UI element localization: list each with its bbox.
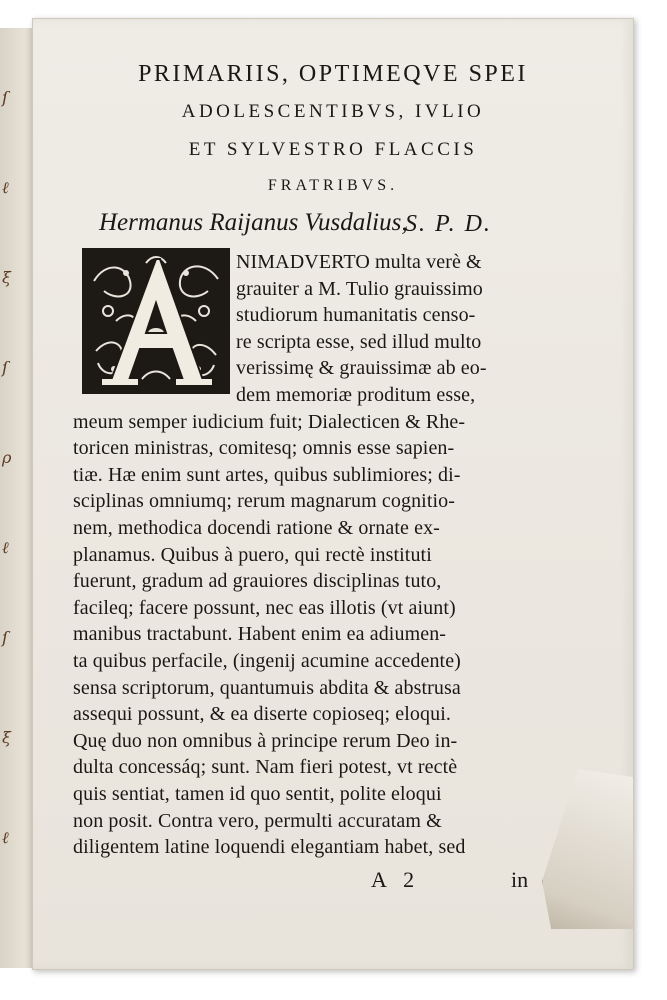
author-name: Hermanus Raijanus Vusdalius,: [99, 209, 408, 236]
marginalia-mark: ℓ: [2, 178, 9, 197]
catchword: in: [511, 866, 529, 892]
body-line: nem, methodica docendi ratione & ornate ex-: [73, 517, 440, 539]
heading-line-1: PRIMARIIS, OPTIMEQVE SPEI: [138, 61, 528, 87]
book-page: [32, 18, 634, 970]
body-line: facileq; facere possunt, nec eas illotis (vt aiunt): [73, 596, 456, 619]
body-line: tiæ. Hæ enim sunt artes, quibus sublimiores; di-: [73, 463, 461, 486]
body-line: manibus tractabunt. Habent enim ea adiumen-: [73, 623, 447, 646]
signature-mark: A 2: [371, 866, 421, 892]
body-line: non posit. Contra vero, permulti accuratam &: [73, 809, 442, 832]
marginalia-mark: ρ: [2, 448, 12, 467]
body-line: meum semper iudicium fuit; Dialecticen & Rhe-: [73, 410, 466, 433]
body-line: re scripta esse, sed illud multo: [236, 330, 482, 353]
body-line: diligentem latine loquendi elegantiam habet, sed: [73, 836, 466, 859]
body-line: studiorum humanitatis censo-: [236, 304, 476, 327]
body-line: toricen ministras, comitesq; omnis esse sapien-: [73, 437, 455, 460]
body-line: ta quibus perfacile, (ingenij acumine accedente): [73, 650, 461, 672]
body-line: grauiter a M. Tulio grauissimo: [236, 277, 483, 300]
body-line: Quę duo non omnibus à principe rerum Deo in-: [73, 729, 458, 752]
page-corner-fold: [542, 769, 633, 929]
marginalia-mark: ξ: [2, 728, 11, 747]
body-line: assequi possunt, & ea diserte copioseq; eloqui.: [73, 703, 451, 726]
body-line: verissimę & grauissimæ ab eo-: [236, 357, 487, 380]
body-line: NIMADVERTO multa verè &: [236, 251, 482, 273]
body-line: sensa scriptorum, quantumuis abdita & abstrusa: [73, 676, 461, 699]
marginalia-mark: ξ: [2, 268, 11, 287]
heading-line-2: ADOLESCENTIBVS, IVLIO: [181, 101, 485, 122]
body-line: sciplinas omniumq; rerum magnarum cognitio-: [73, 490, 456, 513]
marginalia-mark: ℓ: [2, 828, 9, 847]
body-line: quis sentiat, tamen id quo sentit, polite eloqui: [73, 783, 442, 805]
marginalia-mark: ſ: [2, 88, 8, 107]
woodcut-initial-icon: [85, 251, 227, 391]
heading-line-3: ET SYLVESTRO FLACCIS: [188, 139, 478, 160]
decorated-initial-a: [82, 248, 230, 394]
body-line: planamus. Quibus à puero, qui rectè instituti: [73, 543, 432, 566]
body-line: dem memoriæ proditum esse,: [236, 384, 476, 406]
marginalia-mark: ſ: [2, 358, 8, 377]
marginalia-mark: ſ: [2, 628, 8, 647]
salutation: S. P. D.: [405, 211, 492, 237]
body-line: dulta concessáq; sunt. Nam fieri potest, vt rectè: [73, 756, 458, 779]
marginalia-mark: ℓ: [2, 538, 9, 557]
body-line: fuerunt, gradum ad grauiores disciplinas tuto,: [73, 570, 442, 593]
heading-line-4: FRATRIBVS.: [267, 177, 399, 194]
